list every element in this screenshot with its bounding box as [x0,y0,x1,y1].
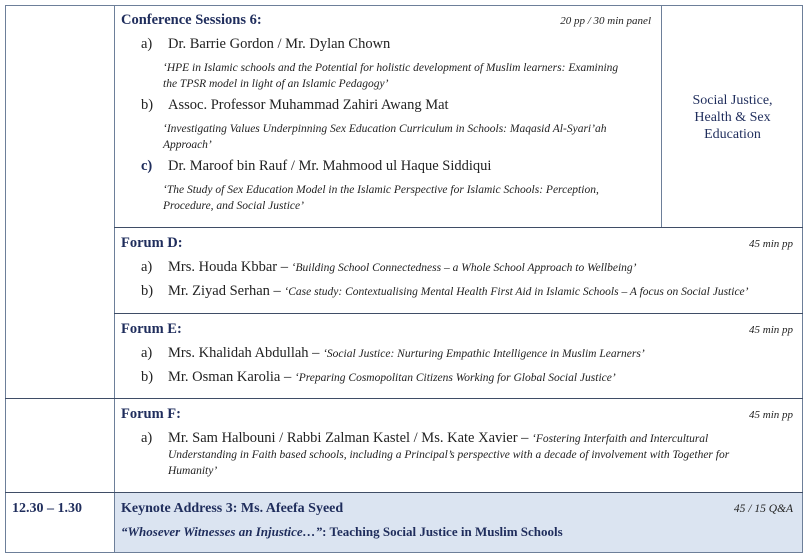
session-heading: Conference Sessions 6: [121,12,262,28]
track-label [662,92,803,143]
forum-f [114,398,803,492]
title-line: Understanding in Faith based schools, including a Principal’s perspective with a decade of involvement with Together for [168,449,730,461]
forum-heading: Forum F: [121,406,181,422]
item-label: a) [141,345,153,361]
item-label: b) [141,97,154,113]
title-line: Approach’ [163,139,212,151]
item-title [163,182,599,214]
keynote-subtitle-text: : Teaching Social Justice in Muslim Schools [322,524,563,539]
keynote-quote: “Whosever Witnesses an Injustice…” [121,524,323,539]
keynote-time: 12.30 – 1.30 [12,501,82,516]
track-line: Health & Sex [694,110,771,125]
track-line: Education [704,127,761,142]
track-line: Social Justice, [692,93,773,108]
forum-duration: 45 min pp [749,324,793,336]
forum-heading: Forum D: [121,235,183,251]
item-title [163,60,618,92]
keynote-duration: 45 / 15 Q&A [733,503,793,515]
forum-duration: 45 min pp [749,238,793,250]
session-item [141,36,390,53]
item-title-continued [168,447,729,479]
keynote-heading: Keynote Address 3: Ms. Afeefa Syeed [121,501,344,516]
forum-heading: Forum E: [121,321,182,337]
item-presenter: Mr. Osman Karolia – [168,369,295,385]
item-title: ‘Social Justice: Nurturing Empathic Intelligence in Muslim Learners’ [323,348,645,360]
item-label: a) [141,36,153,52]
item-presenter: Dr. Barrie Gordon / Mr. Dylan Chown [168,36,391,52]
item-label: a) [141,259,153,275]
forum-item [141,430,708,447]
item-label: b) [141,283,154,299]
item-presenter: Dr. Maroof bin Rauf / Mr. Mahmood ul Haque Siddiqui [168,158,492,174]
item-label: c) [141,158,153,174]
forum-item [141,259,636,276]
keynote-subtitle [121,524,563,540]
session-duration: 20 pp / 30 min panel [560,15,651,27]
forum-item [141,283,749,300]
item-title: ‘Building School Connectedness – a Whole School Approach to Wellbeing’ [291,262,637,274]
title-line: ‘The Study of Sex Education Model in the Islamic Perspective for Islamic Schools: Perception, [163,184,599,196]
item-presenter: Mr. Sam Halbouni / Rabbi Zalman Kastel / Ms. Kate Xavier – [168,430,533,446]
session-item [141,158,491,175]
forum-d [114,227,803,313]
item-label: a) [141,430,153,446]
forum-item [141,369,616,386]
title-line: Humanity’ [168,465,218,477]
item-label: b) [141,369,154,385]
title-line: ‘Investigating Values Underpinning Sex Education Curriculum in Schools: Maqasid Al-Syari’ah [163,123,607,135]
title-line: the TPSR model in light of an Islamic Pedagogy’ [163,78,389,90]
session-item [141,97,449,114]
forum-item [141,345,645,362]
title-line: Procedure, and Social Justice’ [163,200,304,212]
item-presenter: Assoc. Professor Muhammad Zahiri Awang Mat [168,97,449,113]
item-title [163,121,606,153]
item-title: ‘Fostering Interfaith and Intercultural [532,433,709,445]
item-presenter: Mrs. Houda Kbbar – [168,259,292,275]
forum-duration: 45 min pp [749,409,793,421]
item-presenter: Mr. Ziyad Serhan – [168,283,285,299]
forum-e [114,313,803,398]
item-title: ‘Preparing Cosmopolitan Citizens Working for Global Social Justice’ [294,372,616,384]
title-line: ‘HPE in Islamic schools and the Potential for holistic development of Muslim learners: Examining [163,62,619,74]
item-title: ‘Case study: Contextualising Mental Health First Aid in Islamic Schools – A focus on Social Justice’ [284,286,749,298]
item-presenter: Mrs. Khalidah Abdullah – [168,345,324,361]
conference-sessions-6 [114,5,661,227]
